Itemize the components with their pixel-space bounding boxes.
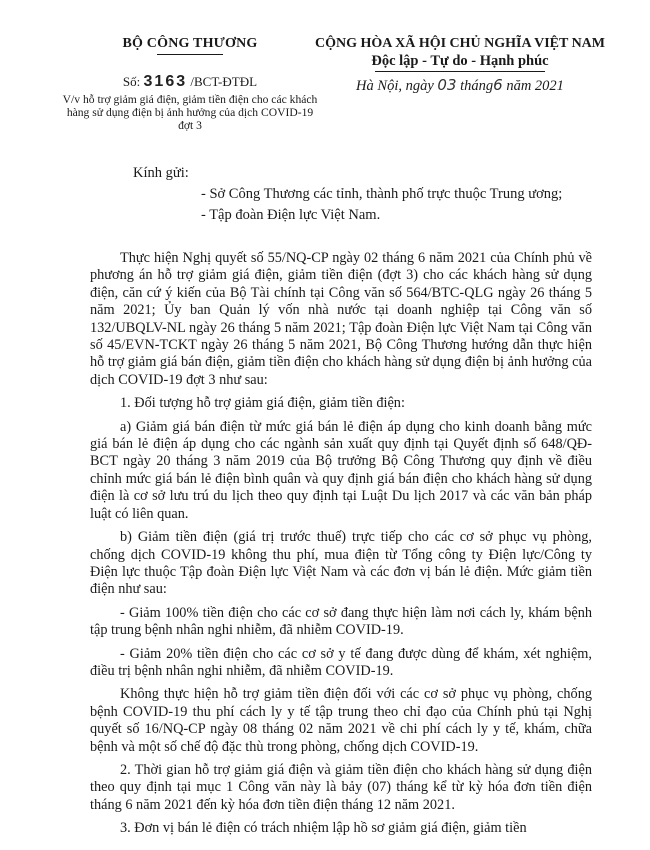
ministry-name: BỘ CÔNG THƯƠNG	[122, 36, 258, 51]
date-line	[290, 76, 630, 95]
doc-number-value: 3163	[143, 73, 188, 90]
date-month-label: tháng	[460, 78, 494, 94]
section-heading: 1. Đối tượng hỗ trợ giảm giá điện, giảm tiền điện:	[120, 395, 405, 412]
recipients-label: Kính gửi:	[133, 165, 189, 181]
doc-number-suffix: /BCT-ĐTĐL	[190, 74, 258, 89]
date-month: 6	[493, 76, 503, 94]
doc-number-prefix: Số:	[122, 74, 141, 89]
body-paragraph: a) Giảm giá bán điện từ mức giá bán lẻ điện áp dụng cho kinh doanh bằng mức giá bán lẻ điện áp dụng cho các ngành sản xuất quy định tại Quyết định số 648/QĐ-BCT ngày 20 tháng 3 năm 2019 của Bộ trưởng Bộ Công Thương quy định về điều chỉnh mức giá bán lẻ điện bình quân và quy định giá bán điện cho khách hàng sử dụng điện là cơ sở lưu trú du lịch theo quy định tại Luật Du lịch 2017 và các văn bản pháp luật có liên quan.	[90, 418, 592, 522]
issuer-block	[60, 36, 320, 132]
date-place: Hà Nội, ngày	[356, 78, 434, 94]
date-year: năm 2021	[506, 78, 564, 94]
ministry-underline	[157, 54, 223, 55]
document-number	[60, 73, 320, 91]
bullet-paragraph: - Giảm 20% tiền điện cho các cơ sở y tế đang được dùng để khám, xét nghiệm, điều trị bệnh nhân nghi nhiễm, đã nhiễm COVID-19.	[90, 645, 592, 679]
body-paragraph: Không thực hiện hỗ trợ giảm tiền điện đối với các cơ sở phục vụ phòng, chống bệnh COVID-19 thu phí cách ly y tế tập trung theo chỉ đạo của Chính phủ tại Nghị quyết số 16/NQ-CP ngày 08 tháng 02 năm 2021 về chi phí cách ly y tế, khám, chữa bệnh và một số chế độ đặc thù trong phòng, chống dịch COVID-19.	[90, 686, 592, 755]
document-subject: V/v hỗ trợ giảm giá điện, giảm tiền điện cho các khách hàng sử dụng điện bị ảnh hưởng của dịch COVID-19 đợt 3	[62, 93, 318, 132]
body-paragraph: b) Giảm tiền điện (giá trị trước thuế) trực tiếp cho các cơ sở phục vụ phòng, chống dịch COVID-19 không thu phí, mua điện từ Tổng công ty Điện lực/Công ty Điện lực thuộc Tập đoàn Điện lực Việt Nam và các đơn vị bán lẻ điện. Mức giảm tiền điện như sau:	[90, 529, 592, 598]
recipient-item: - Tập đoàn Điện lực Việt Nam.	[201, 207, 381, 223]
date-day: 03	[437, 76, 457, 94]
body-paragraph: 2. Thời gian hỗ trợ giảm giá điện và giảm tiền điện cho khách hàng sử dụng điện theo quy định tại mục 1 Công văn này là bảy (07) tháng kể từ kỳ hóa đơn tiền điện tháng 6 năm 2021 đến kỳ hóa đơn tiền điện tháng 12 năm 2021.	[90, 761, 592, 813]
republic-title: CỘNG HÒA XÃ HỘI CHỦ NGHĨA VIỆT NAM	[314, 36, 605, 51]
motto-underline	[375, 71, 545, 72]
bullet-paragraph: - Giảm 100% tiền điện cho các cơ sở đang thực hiện làm nơi cách ly, khám bệnh tập trung bệnh nhân nghi nhiễm, đã nhiễm COVID-19.	[90, 604, 592, 639]
national-motto: Độc lập - Tự do - Hạnh phúc	[371, 53, 549, 69]
national-header	[290, 36, 630, 95]
document-body	[90, 250, 592, 844]
recipient-item: - Sở Công Thương các tỉnh, thành phố trực thuộc Trung ương;	[201, 186, 563, 202]
body-paragraph: 3. Đơn vị bán lẻ điện có trách nhiệm lập hồ sơ giảm giá điện, giảm tiền	[120, 820, 527, 837]
recipients-block	[133, 165, 562, 226]
body-paragraph: Thực hiện Nghị quyết số 55/NQ-CP ngày 02 tháng 6 năm 2021 của Chính phủ về phương án hỗ trợ giảm giá điện, giảm tiền điện (đợt 3) cho các khách hàng sử dụng điện, căn cứ ý kiến của Bộ Tài chính tại Công văn số 564/BTC-QLG ngày 26 tháng 5 năm 2021; Ủy ban Quản lý vốn nhà nước tại doanh nghiệp tại Công văn số 132/UBQLV-NL ngày 26 tháng 5 năm 2021; Tập đoàn Điện lực Việt Nam tại Công văn số 45/EVN-TCKT ngày 26 tháng 5 năm 2021, Bộ Công Thương hướng dẫn thực hiện hỗ trợ giảm giá bán điện, giảm tiền điện cho khách hàng sử dụng điện bị ảnh hưởng của dịch COVID-19 đợt 3 như sau:	[90, 250, 592, 388]
